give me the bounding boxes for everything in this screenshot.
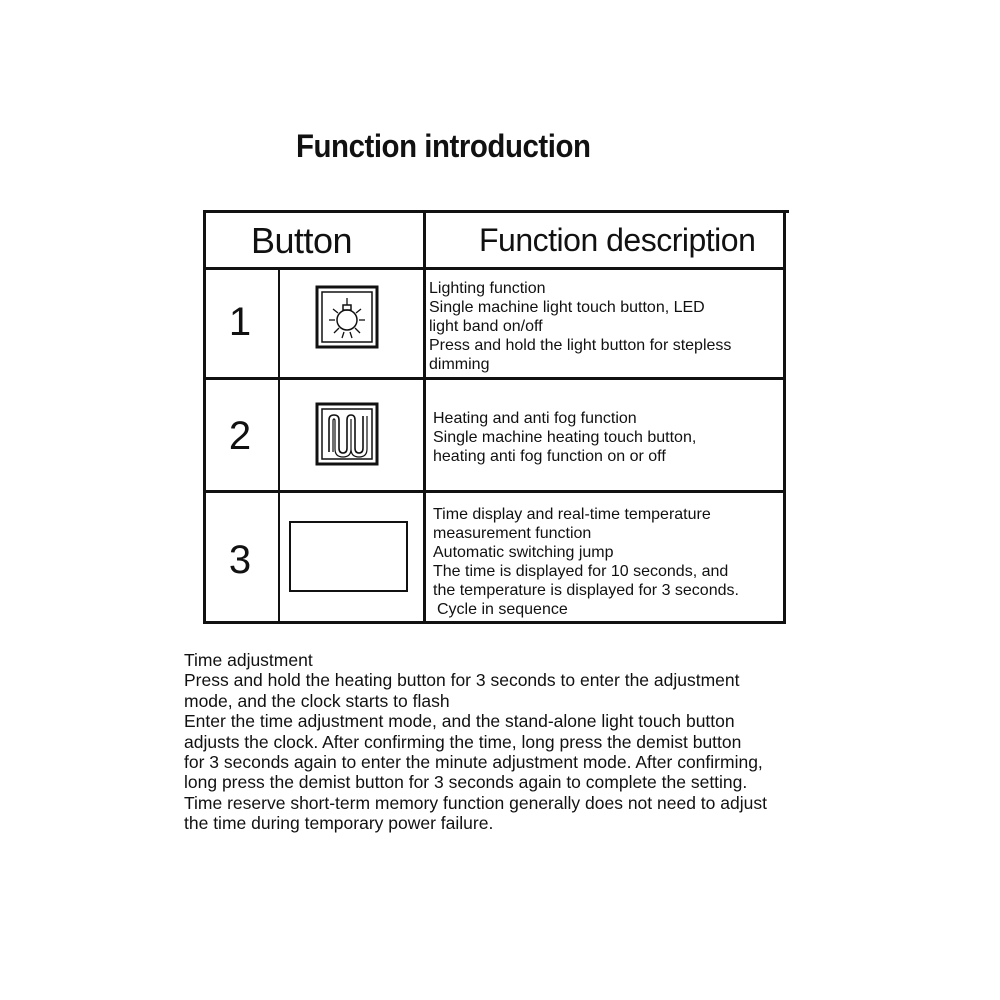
row-1-line-4: Press and hold the light button for stepless — [429, 337, 732, 354]
time-adjustment-line-7: long press the demist button for 3 seconds again to complete the setting. — [184, 772, 748, 793]
time-adjustment-line-3: mode, and the clock starts to flash — [184, 690, 450, 711]
time-adjustment-line-2: Press and hold the heating button for 3 seconds to enter the adjustment — [184, 670, 740, 691]
column-divider-icon — [278, 267, 280, 624]
row-1-line-3: light band on/off — [429, 318, 543, 335]
page-title: Function introduction — [296, 128, 591, 164]
row-number-2: 2 — [228, 414, 252, 458]
heating-coil-icon — [315, 402, 379, 471]
display-screen-icon — [289, 521, 409, 598]
row-number-3: 3 — [228, 538, 252, 582]
row-2-description — [433, 409, 696, 466]
header-button: Button — [251, 220, 353, 261]
time-adjustment-line-9: the time during temporary power failure. — [184, 813, 494, 834]
row-3-line-1: Time display and real-time temperature — [433, 506, 711, 523]
header-divider — [203, 267, 786, 270]
row-2-line-1: Heating and anti fog function — [433, 410, 637, 427]
row-2-line-2: Single machine heating touch button, — [433, 429, 697, 446]
time-adjustment-section — [184, 650, 767, 834]
row-3-line-5: the temperature is displayed for 3 seconds. — [433, 582, 739, 599]
row-1-line-5: dimming — [429, 356, 490, 373]
time-adjustment-line-4: Enter the time adjustment mode, and the stand-alone light touch button — [184, 711, 735, 732]
row-divider-2 — [203, 490, 786, 493]
column-divider-description — [423, 210, 426, 624]
row-1-line-2: Single machine light touch button, LED — [429, 299, 705, 316]
function-table — [203, 210, 788, 624]
row-3-line-6: Cycle in sequence — [437, 601, 568, 618]
row-2-line-3: heating anti fog function on or off — [433, 448, 666, 465]
row-3-line-2: measurement function — [433, 525, 592, 542]
row-1-line-1: Lighting function — [429, 280, 546, 297]
time-adjustment-line-8: Time reserve short-term memory function generally does not need to adjust — [184, 792, 767, 813]
light-bulb-icon — [315, 285, 379, 354]
row-number-1: 1 — [228, 300, 252, 344]
time-adjustment-line-6: for 3 seconds again to enter the minute adjustment mode. After confirming, — [184, 752, 763, 773]
row-3-description — [433, 505, 739, 619]
row-divider-1 — [203, 377, 786, 380]
table-border-bottom — [203, 621, 786, 624]
table-border-top — [203, 210, 789, 213]
row-1-description — [429, 279, 731, 374]
row-3-line-4: The time is displayed for 10 seconds, and — [433, 563, 729, 580]
time-adjustment-heading: Time adjustment — [184, 650, 313, 670]
row-3-line-3: Automatic switching jump — [433, 544, 614, 561]
table-border-right — [783, 210, 786, 624]
header-function-description: Function description — [479, 222, 756, 258]
time-adjustment-line-5: adjusts the clock. After confirming the time, long press the demist button — [184, 731, 742, 752]
